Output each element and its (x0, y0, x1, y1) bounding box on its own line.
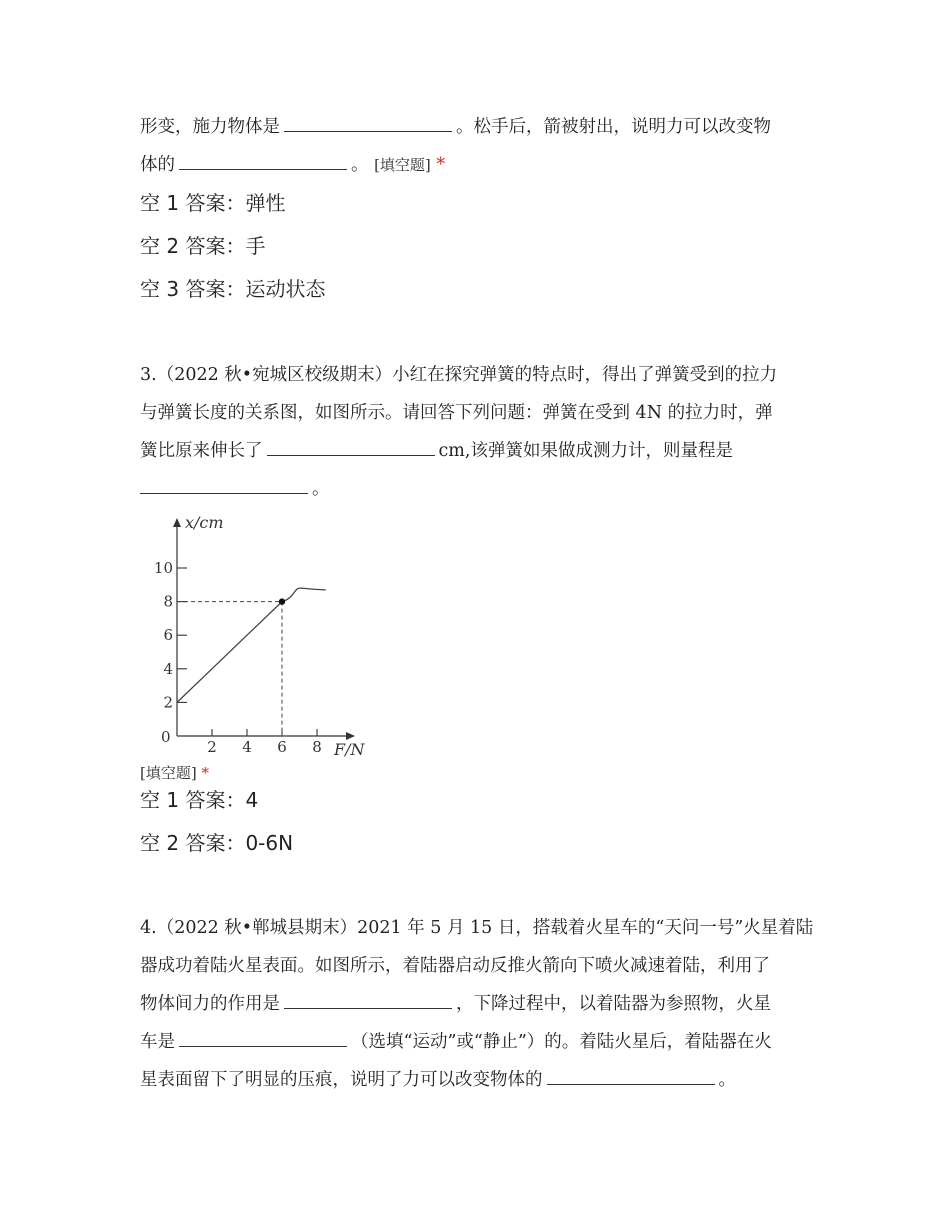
q4-text-3b: ，下降过程中，以着陆器为参照物，火星 (456, 994, 771, 1014)
y-tick-label: 6 (163, 626, 173, 645)
q3-line3 (140, 432, 820, 470)
q4-text-4b: （选填“运动”或“静止”）的。着陆火星后，着陆器在火 (351, 1032, 772, 1052)
q2-answer-3: 空 3 答案：运动状态 (140, 277, 326, 301)
x-tick-label: 4 (242, 738, 252, 756)
q2-answer-1: 空 1 答案：弹性 (140, 191, 286, 215)
q3-answer-1: 空 1 答案：4 (140, 788, 259, 812)
y-tick-label: 10 (153, 559, 173, 577)
q4-text-3a: 物体间力的作用是 (140, 994, 280, 1014)
q3-text-3b: cm,该弹簧如果做成测力计，则量程是 (438, 441, 733, 461)
q4-line1: 4.（2022 秋•郸城县期末）2021 年 5 月 15 日，搭载着火星车的“天问一号”火星着陆 (140, 918, 814, 938)
q3-line1: 3.（2022 秋•宛城区校级期末）小红在探究弹簧的特点时，得出了弹簧受到的拉力 (140, 365, 778, 385)
q2-text (140, 108, 820, 184)
highlight-point (279, 598, 285, 604)
q2-text-2a: 体的 (140, 155, 175, 175)
x-tick-label: 8 (312, 738, 322, 756)
q4-blank-1[interactable] (284, 992, 452, 1009)
y-ticks (154, 559, 187, 711)
q3-tag-row (140, 760, 209, 786)
q4-line3 (140, 985, 820, 1023)
spring-chart (150, 512, 380, 762)
q2-line2 (140, 146, 820, 184)
q2-text-1a: 形变，施力物体是 (140, 117, 280, 137)
q4-blank-3[interactable] (547, 1068, 715, 1085)
required-star: * (201, 764, 209, 782)
q3-answer-2: 空 2 答案：0-6N (140, 831, 294, 855)
q3-blank-2[interactable] (140, 477, 308, 494)
question-type-tag: [填空题] (140, 764, 197, 782)
series-curve-tail (282, 588, 326, 601)
y-axis-arrow (173, 518, 181, 527)
q3-line4 (140, 470, 820, 508)
q2-blank-2[interactable] (284, 115, 452, 132)
q4-text-4a: 车是 (140, 1032, 175, 1052)
q3-text-3a: 簧比原来伸长了 (140, 441, 263, 461)
q2-blank-3[interactable] (179, 153, 347, 170)
required-star: * (436, 155, 446, 175)
q3-blank-1[interactable] (267, 439, 435, 456)
y-tick-label: 2 (163, 693, 173, 712)
x-ticks (207, 729, 322, 756)
q3-text (140, 356, 820, 508)
q4-blank-2[interactable] (179, 1030, 347, 1047)
q2-text-1b: 。松手后，箭被射出，说明力可以改变物 (456, 117, 771, 137)
q2-answer-2: 空 2 答案：手 (140, 234, 266, 258)
origin-label: 0 (161, 728, 171, 746)
q3-line2: 与弹簧长度的关系图，如图所示。请回答下列问题：弹簧在受到 4N 的拉力时，弹 (140, 403, 773, 423)
q2-line1 (140, 108, 820, 146)
y-tick-label: 4 (163, 659, 173, 678)
q3-text-4b: 。 (312, 479, 330, 499)
q4-line4 (140, 1023, 820, 1061)
series-line (177, 602, 282, 703)
x-axis-arrow (346, 732, 355, 740)
q4-text-5b: 。 (718, 1070, 736, 1090)
q4-line2: 器成功着陆火星表面。如图所示，着陆器启动反推火箭向下喷火减速着陆，利用了 (140, 956, 770, 976)
q4-line5 (140, 1061, 820, 1099)
q4-text-5a: 星表面留下了明显的压痕，说明了力可以改变物体的 (140, 1070, 543, 1090)
q2-text-2b: 。 (351, 155, 369, 175)
y-axis-label: x/cm (185, 513, 224, 532)
q4-text (140, 909, 820, 1099)
x-axis-label: F/N (334, 740, 365, 759)
x-tick-label: 6 (277, 738, 287, 756)
y-tick-label: 8 (163, 592, 173, 611)
x-tick-label: 2 (207, 738, 217, 756)
question-type-tag: [填空题] (374, 156, 431, 174)
